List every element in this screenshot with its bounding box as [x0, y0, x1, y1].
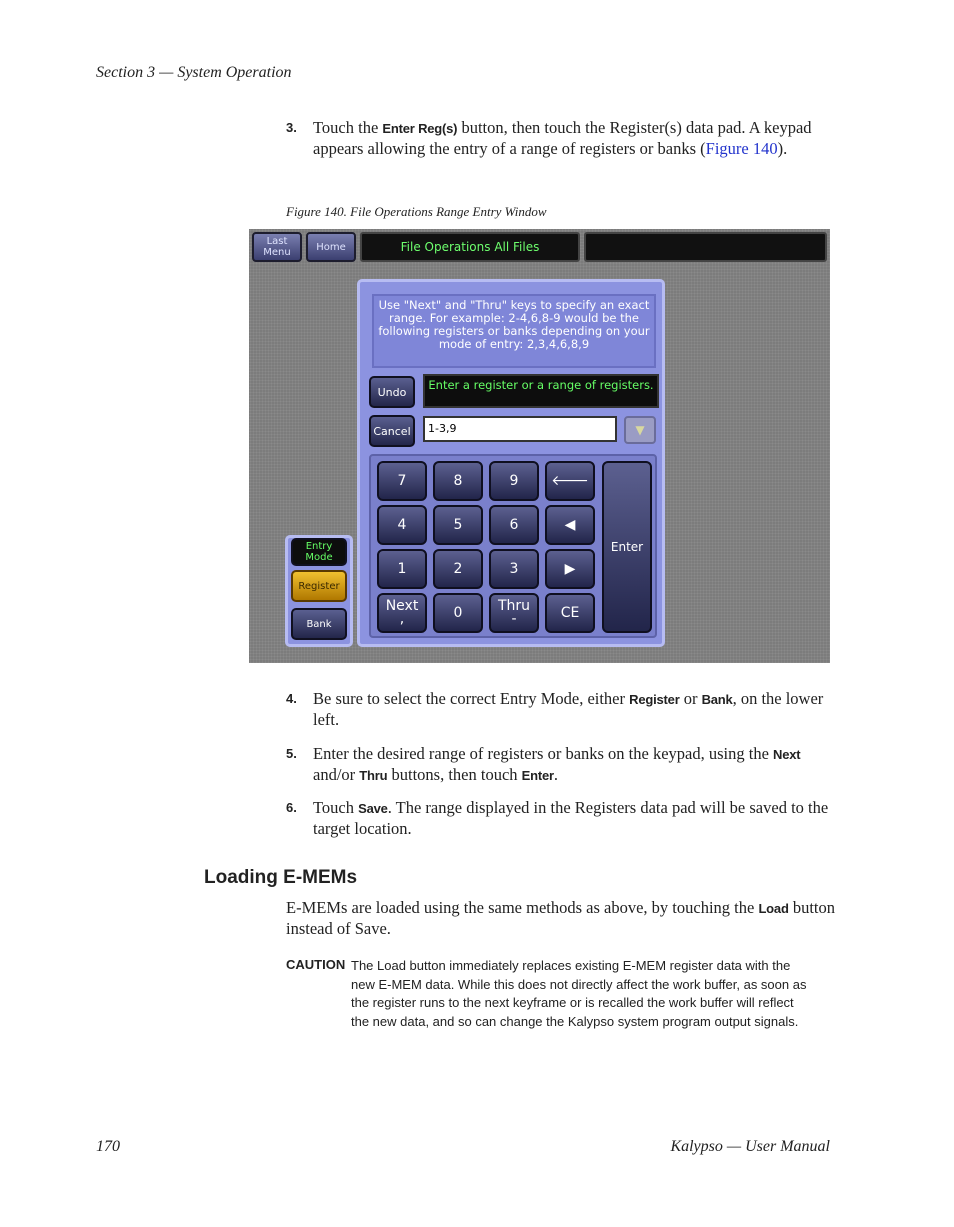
triangle-right-icon: ▶	[564, 560, 576, 577]
home-button[interactable]: Home	[306, 232, 356, 262]
keypad	[369, 454, 657, 638]
key-7[interactable]: 7	[377, 461, 427, 501]
entry-mode-label: Entry Mode	[291, 538, 347, 566]
key-3[interactable]: 3	[489, 549, 539, 589]
page-number: 170	[96, 1138, 120, 1155]
prompt-message: Enter a register or a range of registers.	[423, 374, 659, 408]
range-input[interactable]: 1-3,9	[423, 416, 617, 442]
body-paragraph: E-MEMs are loaded using the same methods as above, by touching the Load button instead of Save.	[286, 898, 835, 938]
bank-mode-button[interactable]: Bank	[291, 608, 347, 640]
last-menu-button[interactable]: Last Menu	[252, 232, 302, 262]
section-heading: Loading E-MEMs	[204, 867, 358, 888]
step-number: 3.	[286, 120, 297, 135]
running-header: Section 3 — System Operation	[96, 64, 292, 81]
key-5[interactable]: 5	[433, 505, 483, 545]
figure-link[interactable]: Figure 140	[705, 138, 778, 158]
manual-title: Kalypso — User Manual	[670, 1138, 830, 1155]
enter-key[interactable]: Enter	[602, 461, 652, 633]
entry-mode-panel	[285, 535, 353, 647]
key-9[interactable]: 9	[489, 461, 539, 501]
key-8[interactable]: 8	[433, 461, 483, 501]
undo-button[interactable]: Undo	[369, 376, 415, 408]
key-2[interactable]: 2	[433, 549, 483, 589]
cursor-left-key[interactable]	[545, 505, 595, 545]
triangle-left-icon: ◀	[564, 516, 576, 533]
instructions-text: Use "Next" and "Thru" keys to specify an exact range. For example: 2-4,6,8-9 would be the following registers or banks depending on your mode of entry: 2,3,4,6,8,9	[372, 294, 656, 368]
register-mode-button[interactable]: Register	[291, 570, 347, 602]
ce-key[interactable]: CE	[545, 593, 595, 633]
key-1[interactable]: 1	[377, 549, 427, 589]
cursor-right-key[interactable]	[545, 549, 595, 589]
title-extension	[584, 232, 827, 262]
thru-key[interactable]: Thru -	[489, 593, 539, 633]
step-3: 3. Touch the Enter Reg(s) button, then touch the Register(s) data pad. A keypad appears allowing the entry of a range of registers or banks (Figure 140).	[286, 118, 812, 158]
menu-title: File Operations All Files	[360, 232, 580, 262]
key-6[interactable]: 6	[489, 505, 539, 545]
range-entry-panel	[357, 279, 665, 647]
step-4: 4. Be sure to select the correct Entry Mode, either Register or Bank, on the lower left.	[286, 689, 824, 729]
figure-caption: Figure 140. File Operations Range Entry Window	[286, 204, 547, 219]
range-entry-screenshot	[249, 229, 830, 663]
step-5: 5. Enter the desired range of registers or banks on the keypad, using the Next and/or Thru buttons, then touch Enter.	[286, 744, 801, 784]
caution-text: The Load button immediately replaces existing E-MEM register data with the new E-MEM data. While this does not directly affect the work buffer, as soon as the register runs to the next keyframe or is recalled the work buffer will reflect the new data, and so can change the Kalypso system program output signals.	[351, 958, 807, 1029]
key-4[interactable]: 4	[377, 505, 427, 545]
key-0[interactable]: 0	[433, 593, 483, 633]
ui-label-enter-regs: Enter Reg(s)	[382, 121, 458, 136]
dropdown-arrow-icon[interactable]: ▼	[624, 416, 656, 444]
next-key[interactable]: Next ,	[377, 593, 427, 633]
cancel-button[interactable]: Cancel	[369, 415, 415, 447]
step-6: 6. Touch Save. The range displayed in the Registers data pad will be saved to the target location.	[286, 798, 829, 838]
caution-label: CAUTION	[286, 957, 346, 972]
backspace-key[interactable]	[545, 461, 595, 501]
backspace-arrow-icon: 🡐	[551, 472, 589, 489]
